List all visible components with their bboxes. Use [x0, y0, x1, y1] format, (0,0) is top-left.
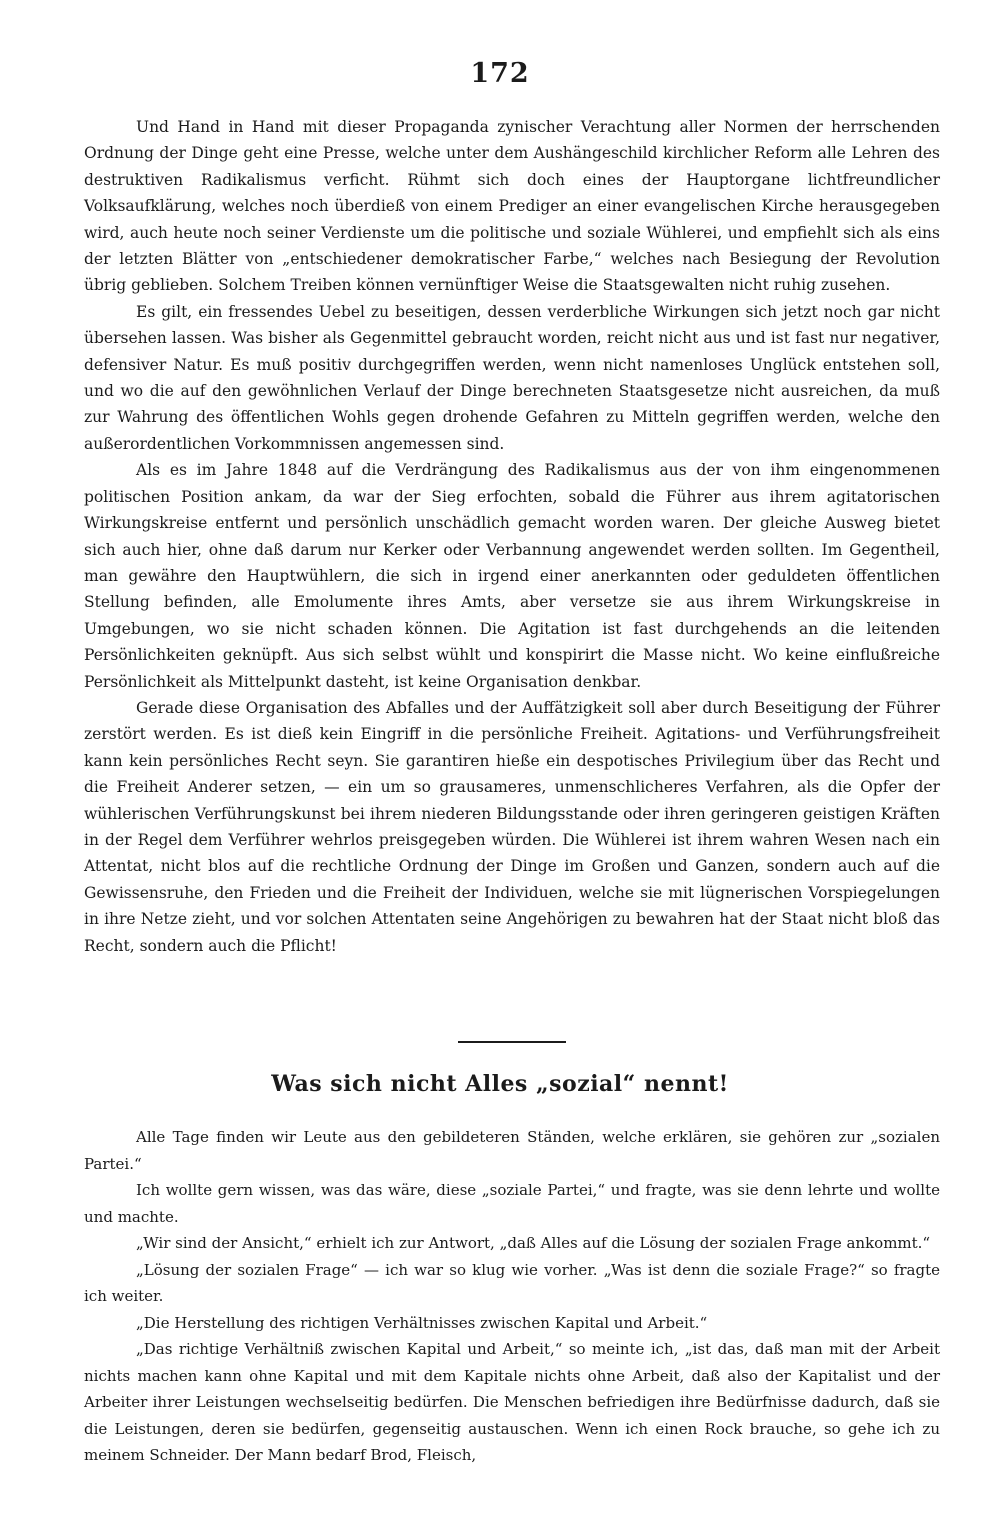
paragraph: „Lösung der sozialen Frage“ — ich war so klug wie vorher. „Was ist denn die soziale Frage?“ so fragte ich weiter.: [84, 1260, 940, 1305]
paragraph: Gerade diese Organisation des Abfalles und der Auffätzigkeit soll aber durch Beseitigung der Führer zerstört werden. Es ist dieß kein Eingriff in die persönliche Freiheit. Agitations- und Verführungsfreiheit kann kein persönliches Recht seyn. Sie garantiren hieße ein despotisches Privilegium über das Recht und die Freiheit Anderer setzen, — ein um so grausameres, unmenschlicheres Verfahren, als die Opfer der wühlerischen Verführungskunst bei ihrem niederen Bildungsstande oder ihren geringeren geistigen Kräften in der Regel dem Verführer wehrlos preisgegeben würden. Die Wühlerei ist ihrem wahren Wesen nach ein Attentat, nicht blos auf die rechtliche Ordnung der Dinge im Großen und Ganzen, sondern auch auf die Gewissensruhe, den Frieden und die Freiheit der Individuen, welche sie mit lügnerischen Vorspiegelungen in ihre Netze zieht, und vor solchen Attentaten seine Angehörigen zu bewahren hat der Staat nicht bloß das Recht, sondern auch die Pflicht!: [84, 698, 940, 955]
paragraph: Als es im Jahre 1848 auf die Verdrängung des Radikalismus aus der von ihm eingenommenen politischen Position ankam, da war der Sieg erfochten, sobald die Führer aus ihrem agitatorischen Wirkungskreise entfernt und persönlich unschädlich gemacht worden waren. Der gleiche Ausweg bietet sich auch hier, ohne daß darum nur Kerker oder Verbannung angewendet werden sollten. Im Gegentheil, man gewähre den Hauptwühlern, die sich in irgend einer anerkannten oder geduldeten öffentlichen Stellung befinden, alle Emolumente ihres Amts, aber versetze sie aus ihrem Wirkungskreise in Umgebungen, wo sie nicht schaden können. Die Agitation ist fast durchgehends an die leitenden Persönlichkeiten geknüpft. Aus sich selbst wühlt und konspirirt die Masse nicht. Wo keine einflußreiche Persönlichkeit als Mittelpunkt dasteht, ist keine Organisation denkbar.: [84, 461, 940, 691]
paragraph: „Wir sind der Ansicht,“ erhielt ich zur Antwort, „daß Alles auf die Lösung der sozialen Frage ankommt.“: [136, 1234, 931, 1252]
section-heading: Was sich nicht Alles „sozial“ nennt!: [271, 1071, 729, 1097]
page-number: 172: [470, 58, 530, 89]
paragraph: „Die Herstellung des richtigen Verhältnisses zwischen Kapital und Arbeit.“: [136, 1313, 708, 1332]
paragraph: Alle Tage finden wir Leute aus den gebildeteren Ständen, welche erklären, sie gehören zur „sozialen Partei.“: [84, 1128, 940, 1173]
paragraph: „Das richtige Verhältniß zwischen Kapital und Arbeit,“ so meinte ich, „ist das, daß man mit der Arbeit nichts machen kann ohne Kapital und mit dem Kapitale nichts ohne Arbeit, daß also der Kapitalist und der Arbeiter ihrer Leistungen wechselseitig bedürfen. Die Menschen befriedigen ihre Bedürfnisse dadurch, daß sie die Leistungen, deren sie bedürfen, gegenseitig austauschen. Wenn ich einen Rock brauche, so gehe ich zu meinem Schneider. Der Mann bedarf Brod, Fleisch,: [84, 1340, 940, 1464]
paragraph: Und Hand in Hand mit dieser Propaganda zynischer Verachtung aller Normen der herrschenden Ordnung der Dinge geht eine Presse, welche unter dem Aushängeschild kirchlicher Reform alle Lehren des destruktiven Radikalismus verficht. Rühmt sich doch eines der Hauptorgane lichtfreundlicher Volksaufklärung, welches noch überdieß von einem Prediger an einer evangelischen Kirche herausgegeben wird, auch heute noch seiner Verdienste um die politische und soziale Wühlerei, und empfiehlt sich als eins der letzten Blätter von „entschiedener demokratischer Farbe,“ welches nach Besiegung der Revolution übrig geblieben. Solchem Treiben können vernünftiger Weise die Staatsgewalten nicht ruhig zusehen.: [84, 118, 940, 295]
paragraph: Es gilt, ein fressendes Uebel zu beseitigen, dessen verderbliche Wirkungen sich jetzt noch gar nicht übersehen lassen. Was bisher als Gegenmittel gebraucht worden, reicht nicht aus und ist fast nur negativer, defensiver Natur. Es muß positiv durchgegriffen werden, wenn nicht namenloses Unglück entstehen soll, und wo die auf den gewöhnlichen Verlauf der Dinge berechneten Staatsgesetze nicht ausreichen, da muß zur Wahrung des öffentlichen Wohls gegen drohende Gefahren zu Mitteln gegriffen werden, welche den außerordentlichen Vorkommnissen angemessen sind.: [84, 302, 940, 453]
article-body: [84, 114, 940, 959]
paragraph: Ich wollte gern wissen, was das wäre, diese „soziale Partei,“ und fragte, was sie denn lehrte und wollte und machte.: [84, 1181, 940, 1226]
section-divider: [458, 1041, 566, 1043]
section-body: [84, 1124, 940, 1469]
